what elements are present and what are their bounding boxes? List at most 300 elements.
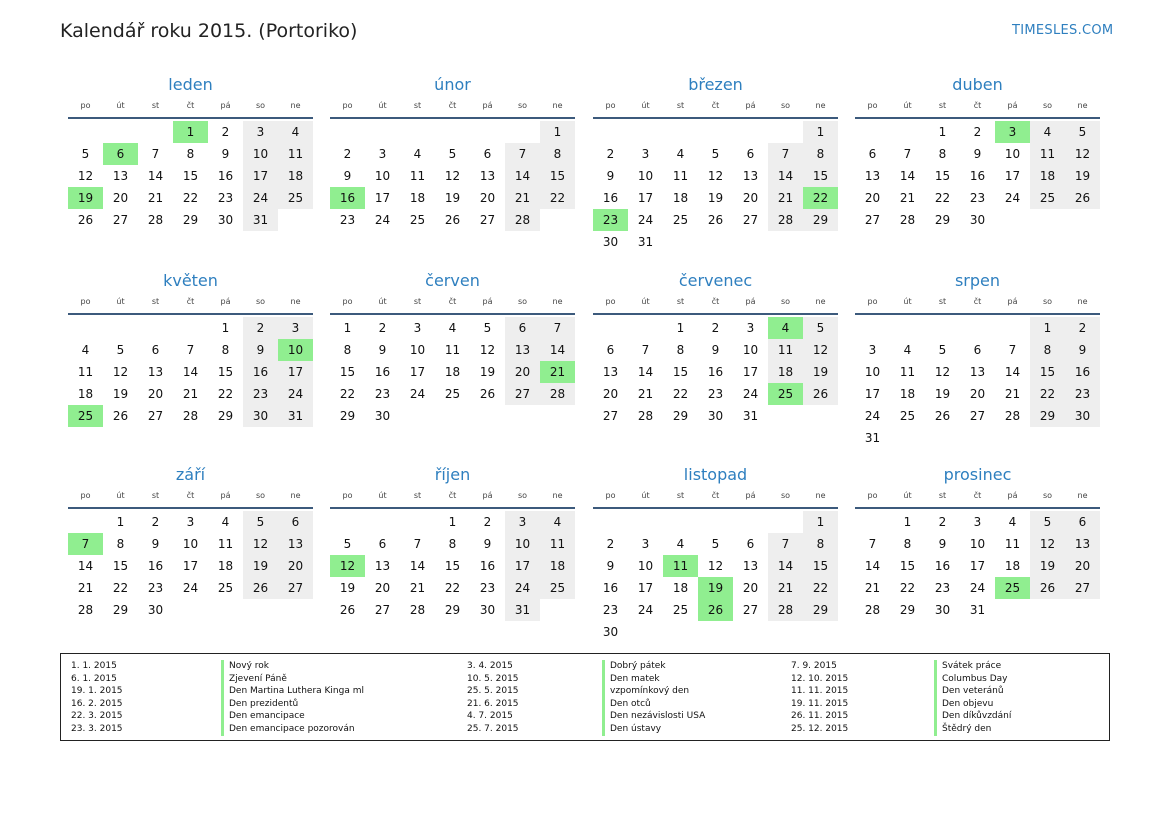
site-brand-link[interactable]: TIMESLES.COM bbox=[1012, 23, 1114, 38]
day-cell: 5 bbox=[938, 343, 947, 357]
empty-day-cell bbox=[628, 121, 663, 143]
weekend-day-cell: 28 bbox=[768, 209, 803, 231]
weekday-label: ne bbox=[1077, 491, 1088, 500]
day-cell: 28 bbox=[409, 603, 426, 617]
day-cell: 24 bbox=[864, 409, 881, 423]
day-cell: 12 bbox=[707, 559, 724, 573]
empty-day-cell bbox=[470, 405, 505, 427]
weekend-day-cell: 7 bbox=[540, 317, 575, 339]
day-cell: 17 bbox=[1004, 169, 1021, 183]
day-cell: 20 bbox=[602, 387, 619, 401]
weekday-label: čt bbox=[448, 101, 457, 110]
weekend-day-cell: 17 bbox=[505, 555, 540, 577]
empty-day-cell bbox=[803, 621, 838, 643]
day-cell: 30 bbox=[969, 213, 986, 227]
day-cell: 30 bbox=[479, 603, 496, 617]
weekend-day-cell: 21 bbox=[505, 187, 540, 209]
weekend-day-cell: 21 bbox=[768, 577, 803, 599]
empty-day-cell bbox=[593, 511, 628, 533]
weekday-header bbox=[68, 99, 313, 113]
empty-day-cell bbox=[925, 317, 960, 339]
weekday-label: út bbox=[641, 101, 650, 110]
day-cell: 24 bbox=[1004, 191, 1021, 205]
day-cell: 13 bbox=[147, 365, 164, 379]
weekday-label: st bbox=[938, 491, 947, 500]
weekend-day-cell: 27 bbox=[505, 383, 540, 405]
empty-day-cell bbox=[663, 231, 698, 253]
legend-holiday-name: Columbus Day bbox=[934, 673, 1011, 686]
day-cell: 29 bbox=[672, 409, 689, 423]
day-cell: 17 bbox=[182, 559, 199, 573]
day-cell: 4 bbox=[903, 343, 912, 357]
day-cell: 22 bbox=[899, 581, 916, 595]
day-cell: 8 bbox=[221, 343, 230, 357]
month-block bbox=[855, 464, 1100, 621]
day-cell: 15 bbox=[934, 169, 951, 183]
legend-date: 23. 3. 2015 bbox=[71, 723, 123, 734]
weekday-label: pá bbox=[220, 491, 231, 500]
weekend-day-cell: 28 bbox=[768, 599, 803, 621]
day-cell: 17 bbox=[742, 365, 759, 379]
day-cell: 30 bbox=[217, 213, 234, 227]
day-cell: 17 bbox=[637, 191, 654, 205]
weekday-label: pá bbox=[1007, 491, 1018, 500]
month-name: květen bbox=[163, 271, 218, 290]
weekend-day-cell: 15 bbox=[803, 165, 838, 187]
day-cell: 14 bbox=[1004, 365, 1021, 379]
weekend-day-cell: 30 bbox=[243, 405, 278, 427]
weekday-label: ne bbox=[815, 491, 826, 500]
day-cell: 20 bbox=[479, 191, 496, 205]
weekend-day-cell: 12 bbox=[803, 339, 838, 361]
header-divider bbox=[68, 507, 313, 509]
legend-date: 19. 1. 2015 bbox=[71, 686, 123, 697]
header-divider bbox=[68, 313, 313, 315]
weekday-label: ne bbox=[1077, 101, 1088, 110]
day-cell: 5 bbox=[711, 537, 720, 551]
day-cell: 19 bbox=[934, 387, 951, 401]
day-cell: 19 bbox=[444, 191, 461, 205]
day-cell: 31 bbox=[742, 409, 759, 423]
day-cell: 11 bbox=[409, 169, 426, 183]
legend-holiday-name: Svátek práce bbox=[934, 660, 1011, 673]
empty-day-cell bbox=[768, 511, 803, 533]
day-cell: 10 bbox=[409, 343, 426, 357]
day-cell: 10 bbox=[864, 365, 881, 379]
day-cell: 13 bbox=[742, 169, 759, 183]
holiday-day-cell: 19 bbox=[698, 577, 733, 599]
weekday-label: po bbox=[342, 491, 353, 500]
weekday-label: ne bbox=[815, 297, 826, 306]
day-cell: 7 bbox=[868, 537, 877, 551]
legend-date: 16. 2. 2015 bbox=[71, 698, 123, 709]
weekend-day-cell: 6 bbox=[1065, 511, 1100, 533]
day-cell: 17 bbox=[864, 387, 881, 401]
legend-date: 11. 11. 2015 bbox=[791, 686, 849, 697]
day-cell: 12 bbox=[444, 169, 461, 183]
weekend-day-cell: 22 bbox=[540, 187, 575, 209]
legend-names-col-2 bbox=[602, 660, 705, 736]
legend-date: 3. 4. 2015 bbox=[467, 661, 513, 671]
day-cell: 5 bbox=[483, 321, 492, 335]
day-cell: 20 bbox=[147, 387, 164, 401]
empty-day-cell bbox=[768, 621, 803, 643]
day-cell: 3 bbox=[868, 343, 877, 357]
day-grid bbox=[593, 317, 838, 427]
legend-date: 19. 11. 2015 bbox=[791, 698, 849, 709]
day-cell: 22 bbox=[934, 191, 951, 205]
day-cell: 21 bbox=[899, 191, 916, 205]
weekday-header bbox=[855, 489, 1100, 503]
weekday-header bbox=[593, 295, 838, 309]
day-cell: 21 bbox=[147, 191, 164, 205]
empty-day-cell bbox=[103, 121, 138, 143]
day-cell: 8 bbox=[116, 537, 125, 551]
legend-dates-col-2 bbox=[467, 660, 519, 736]
day-cell: 22 bbox=[444, 581, 461, 595]
weekend-day-cell: 19 bbox=[1065, 165, 1100, 187]
day-cell: 16 bbox=[374, 365, 391, 379]
empty-day-cell bbox=[68, 121, 103, 143]
day-cell: 9 bbox=[711, 343, 720, 357]
day-cell: 5 bbox=[448, 147, 457, 161]
header-divider bbox=[593, 507, 838, 509]
weekend-day-cell: 5 bbox=[1030, 511, 1065, 533]
weekend-day-cell: 25 bbox=[278, 187, 313, 209]
header-divider bbox=[855, 313, 1100, 315]
day-cell: 14 bbox=[899, 169, 916, 183]
day-cell: 29 bbox=[934, 213, 951, 227]
day-cell: 2 bbox=[343, 147, 352, 161]
day-cell: 18 bbox=[1004, 559, 1021, 573]
month-block bbox=[68, 74, 313, 231]
weekend-day-cell: 22 bbox=[803, 577, 838, 599]
weekend-day-cell: 12 bbox=[243, 533, 278, 555]
weekend-day-cell: 18 bbox=[278, 165, 313, 187]
weekend-day-cell: 24 bbox=[505, 577, 540, 599]
month-block bbox=[593, 74, 838, 253]
day-cell: 30 bbox=[602, 235, 619, 249]
day-cell: 19 bbox=[112, 387, 129, 401]
weekend-day-cell: 29 bbox=[803, 209, 838, 231]
weekend-day-cell: 15 bbox=[803, 555, 838, 577]
empty-day-cell bbox=[505, 121, 540, 143]
holiday-day-cell: 25 bbox=[995, 577, 1030, 599]
day-cell: 13 bbox=[602, 365, 619, 379]
legend-holiday-name: Den nezávislosti USA bbox=[602, 710, 705, 723]
weekday-label: pá bbox=[745, 491, 756, 500]
day-cell: 20 bbox=[742, 191, 759, 205]
day-cell: 17 bbox=[409, 365, 426, 379]
month-name: červen bbox=[425, 271, 480, 290]
day-cell: 10 bbox=[969, 537, 986, 551]
weekend-day-cell: 31 bbox=[505, 599, 540, 621]
day-cell: 4 bbox=[676, 147, 685, 161]
weekend-day-cell: 27 bbox=[1065, 577, 1100, 599]
weekend-day-cell: 26 bbox=[1065, 187, 1100, 209]
day-cell: 17 bbox=[374, 191, 391, 205]
holiday-day-cell: 16 bbox=[330, 187, 365, 209]
day-cell: 9 bbox=[606, 559, 615, 573]
day-cell: 15 bbox=[899, 559, 916, 573]
day-cell: 22 bbox=[217, 387, 234, 401]
day-cell: 24 bbox=[182, 581, 199, 595]
weekday-label: po bbox=[342, 297, 353, 306]
day-cell: 19 bbox=[339, 581, 356, 595]
day-cell: 11 bbox=[672, 169, 689, 183]
empty-day-cell bbox=[400, 511, 435, 533]
weekday-label: čt bbox=[448, 491, 457, 500]
day-cell: 26 bbox=[339, 603, 356, 617]
day-cell: 30 bbox=[602, 625, 619, 639]
weekday-label: út bbox=[641, 491, 650, 500]
weekday-label: út bbox=[903, 491, 912, 500]
weekday-label: so bbox=[1042, 101, 1053, 110]
holiday-day-cell: 23 bbox=[593, 209, 628, 231]
weekend-day-cell: 18 bbox=[540, 555, 575, 577]
weekend-day-cell: 5 bbox=[243, 511, 278, 533]
empty-day-cell bbox=[138, 121, 173, 143]
weekend-day-cell: 23 bbox=[243, 383, 278, 405]
empty-day-cell bbox=[768, 231, 803, 253]
month-block bbox=[593, 270, 838, 427]
weekend-day-cell: 16 bbox=[243, 361, 278, 383]
weekend-day-cell: 19 bbox=[243, 555, 278, 577]
weekday-label: čt bbox=[973, 297, 982, 306]
day-cell: 2 bbox=[483, 515, 492, 529]
weekend-day-cell: 26 bbox=[243, 577, 278, 599]
header-divider bbox=[855, 117, 1100, 119]
day-cell: 8 bbox=[903, 537, 912, 551]
day-cell: 1 bbox=[676, 321, 685, 335]
weekday-label: st bbox=[151, 297, 160, 306]
day-cell: 12 bbox=[112, 365, 129, 379]
day-cell: 7 bbox=[151, 147, 160, 161]
header-divider bbox=[593, 117, 838, 119]
weekend-day-cell: 24 bbox=[278, 383, 313, 405]
day-grid bbox=[855, 121, 1100, 231]
weekend-day-cell: 14 bbox=[505, 165, 540, 187]
weekend-day-cell: 4 bbox=[1030, 121, 1065, 143]
legend-holiday-name: Den Martina Luthera Kinga ml bbox=[221, 685, 364, 698]
legend-date: 1. 1. 2015 bbox=[71, 661, 117, 671]
weekday-label: pá bbox=[745, 297, 756, 306]
weekend-day-cell: 7 bbox=[768, 143, 803, 165]
weekday-label: po bbox=[80, 297, 91, 306]
weekday-label: čt bbox=[973, 491, 982, 500]
day-cell: 13 bbox=[479, 169, 496, 183]
weekend-day-cell: 2 bbox=[1065, 317, 1100, 339]
legend-date: 6. 1. 2015 bbox=[71, 673, 117, 684]
day-cell: 26 bbox=[479, 387, 496, 401]
day-cell: 2 bbox=[221, 125, 230, 139]
day-cell: 22 bbox=[672, 387, 689, 401]
day-cell: 23 bbox=[934, 581, 951, 595]
weekend-day-cell: 7 bbox=[505, 143, 540, 165]
holiday-day-cell: 12 bbox=[330, 555, 365, 577]
day-cell: 3 bbox=[746, 321, 755, 335]
weekend-day-cell: 17 bbox=[243, 165, 278, 187]
day-cell: 16 bbox=[602, 191, 619, 205]
day-cell: 21 bbox=[77, 581, 94, 595]
weekday-label: so bbox=[780, 297, 791, 306]
day-cell: 27 bbox=[742, 603, 759, 617]
day-cell: 25 bbox=[672, 603, 689, 617]
weekend-day-cell: 29 bbox=[803, 599, 838, 621]
day-cell: 27 bbox=[112, 213, 129, 227]
month-block bbox=[855, 74, 1100, 231]
day-cell: 14 bbox=[182, 365, 199, 379]
weekday-label: út bbox=[378, 297, 387, 306]
weekday-label: so bbox=[517, 491, 528, 500]
header-divider bbox=[68, 117, 313, 119]
day-cell: 13 bbox=[742, 559, 759, 573]
holiday-day-cell: 7 bbox=[68, 533, 103, 555]
weekend-day-cell: 12 bbox=[1030, 533, 1065, 555]
empty-day-cell bbox=[173, 317, 208, 339]
day-cell: 11 bbox=[1004, 537, 1021, 551]
day-cell: 31 bbox=[969, 603, 986, 617]
day-grid bbox=[855, 511, 1100, 621]
day-cell: 23 bbox=[969, 191, 986, 205]
day-cell: 9 bbox=[151, 537, 160, 551]
holiday-day-cell: 1 bbox=[173, 121, 208, 143]
weekday-label: čt bbox=[711, 297, 720, 306]
day-cell: 6 bbox=[746, 147, 755, 161]
empty-day-cell bbox=[68, 317, 103, 339]
legend-holiday-name: Den otců bbox=[602, 698, 705, 711]
day-cell: 20 bbox=[374, 581, 391, 595]
header-divider bbox=[330, 313, 575, 315]
month-name: duben bbox=[952, 75, 1003, 94]
day-cell: 13 bbox=[969, 365, 986, 379]
legend-date: 7. 9. 2015 bbox=[791, 661, 837, 671]
weekday-label: so bbox=[255, 491, 266, 500]
weekend-day-cell: 18 bbox=[768, 361, 803, 383]
weekend-day-cell: 18 bbox=[1030, 165, 1065, 187]
month-name: říjen bbox=[434, 465, 471, 484]
empty-day-cell bbox=[960, 427, 995, 449]
day-cell: 27 bbox=[479, 213, 496, 227]
empty-day-cell bbox=[995, 209, 1030, 231]
day-grid bbox=[68, 511, 313, 621]
weekday-label: st bbox=[151, 101, 160, 110]
empty-day-cell bbox=[593, 317, 628, 339]
day-cell: 16 bbox=[479, 559, 496, 573]
day-cell: 18 bbox=[672, 191, 689, 205]
weekday-label: po bbox=[80, 491, 91, 500]
holiday-legend bbox=[60, 653, 1110, 741]
empty-day-cell bbox=[698, 511, 733, 533]
empty-day-cell bbox=[855, 511, 890, 533]
day-cell: 23 bbox=[217, 191, 234, 205]
day-cell: 27 bbox=[602, 409, 619, 423]
day-cell: 3 bbox=[413, 321, 422, 335]
day-cell: 12 bbox=[707, 169, 724, 183]
day-cell: 2 bbox=[938, 515, 947, 529]
empty-day-cell bbox=[960, 317, 995, 339]
day-cell: 2 bbox=[711, 321, 720, 335]
legend-dates-col-1 bbox=[71, 660, 123, 736]
weekday-label: po bbox=[867, 101, 878, 110]
weekend-day-cell: 11 bbox=[768, 339, 803, 361]
empty-day-cell bbox=[733, 121, 768, 143]
empty-day-cell bbox=[925, 427, 960, 449]
weekday-label: po bbox=[867, 491, 878, 500]
day-cell: 21 bbox=[1004, 387, 1021, 401]
day-cell: 5 bbox=[711, 147, 720, 161]
legend-date: 25. 12. 2015 bbox=[791, 723, 849, 734]
day-cell: 24 bbox=[637, 213, 654, 227]
day-cell: 27 bbox=[742, 213, 759, 227]
holiday-day-cell: 25 bbox=[768, 383, 803, 405]
month-name: leden bbox=[168, 75, 213, 94]
empty-day-cell bbox=[768, 121, 803, 143]
empty-day-cell bbox=[505, 405, 540, 427]
empty-day-cell bbox=[208, 599, 243, 621]
day-cell: 20 bbox=[112, 191, 129, 205]
weekday-label: ne bbox=[552, 297, 563, 306]
legend-date: 21. 6. 2015 bbox=[467, 698, 519, 709]
weekday-header bbox=[593, 489, 838, 503]
weekend-day-cell: 8 bbox=[803, 533, 838, 555]
month-name: listopad bbox=[683, 465, 748, 484]
day-cell: 7 bbox=[1008, 343, 1017, 357]
weekend-day-cell: 26 bbox=[1030, 577, 1065, 599]
weekday-label: st bbox=[938, 297, 947, 306]
day-cell: 13 bbox=[112, 169, 129, 183]
legend-holiday-name: Den matek bbox=[602, 673, 705, 686]
weekday-header bbox=[68, 489, 313, 503]
weekday-label: ne bbox=[290, 297, 301, 306]
day-cell: 7 bbox=[903, 147, 912, 161]
empty-day-cell bbox=[1065, 427, 1100, 449]
day-cell: 20 bbox=[742, 581, 759, 595]
day-cell: 8 bbox=[938, 147, 947, 161]
day-cell: 8 bbox=[448, 537, 457, 551]
weekday-label: út bbox=[116, 101, 125, 110]
day-grid bbox=[855, 317, 1100, 449]
weekend-day-cell: 20 bbox=[278, 555, 313, 577]
day-cell: 17 bbox=[637, 581, 654, 595]
day-cell: 28 bbox=[637, 409, 654, 423]
month-block bbox=[68, 464, 313, 621]
weekend-day-cell: 14 bbox=[540, 339, 575, 361]
weekend-day-cell: 21 bbox=[768, 187, 803, 209]
weekday-header bbox=[330, 489, 575, 503]
empty-day-cell bbox=[593, 121, 628, 143]
month-name: březen bbox=[688, 75, 743, 94]
day-cell: 23 bbox=[602, 603, 619, 617]
day-cell: 27 bbox=[864, 213, 881, 227]
weekday-label: pá bbox=[1007, 297, 1018, 306]
weekday-label: ne bbox=[290, 101, 301, 110]
empty-day-cell bbox=[855, 317, 890, 339]
day-cell: 9 bbox=[343, 169, 352, 183]
day-cell: 22 bbox=[339, 387, 356, 401]
day-cell: 10 bbox=[1004, 147, 1021, 161]
holiday-day-cell: 25 bbox=[68, 405, 103, 427]
day-cell: 2 bbox=[973, 125, 982, 139]
weekday-label: pá bbox=[482, 297, 493, 306]
day-cell: 15 bbox=[112, 559, 129, 573]
legend-holiday-name: Den emancipace bbox=[221, 710, 364, 723]
day-cell: 28 bbox=[1004, 409, 1021, 423]
day-cell: 9 bbox=[378, 343, 387, 357]
weekend-day-cell: 8 bbox=[1030, 339, 1065, 361]
weekend-day-cell: 7 bbox=[768, 533, 803, 555]
weekday-label: pá bbox=[220, 297, 231, 306]
